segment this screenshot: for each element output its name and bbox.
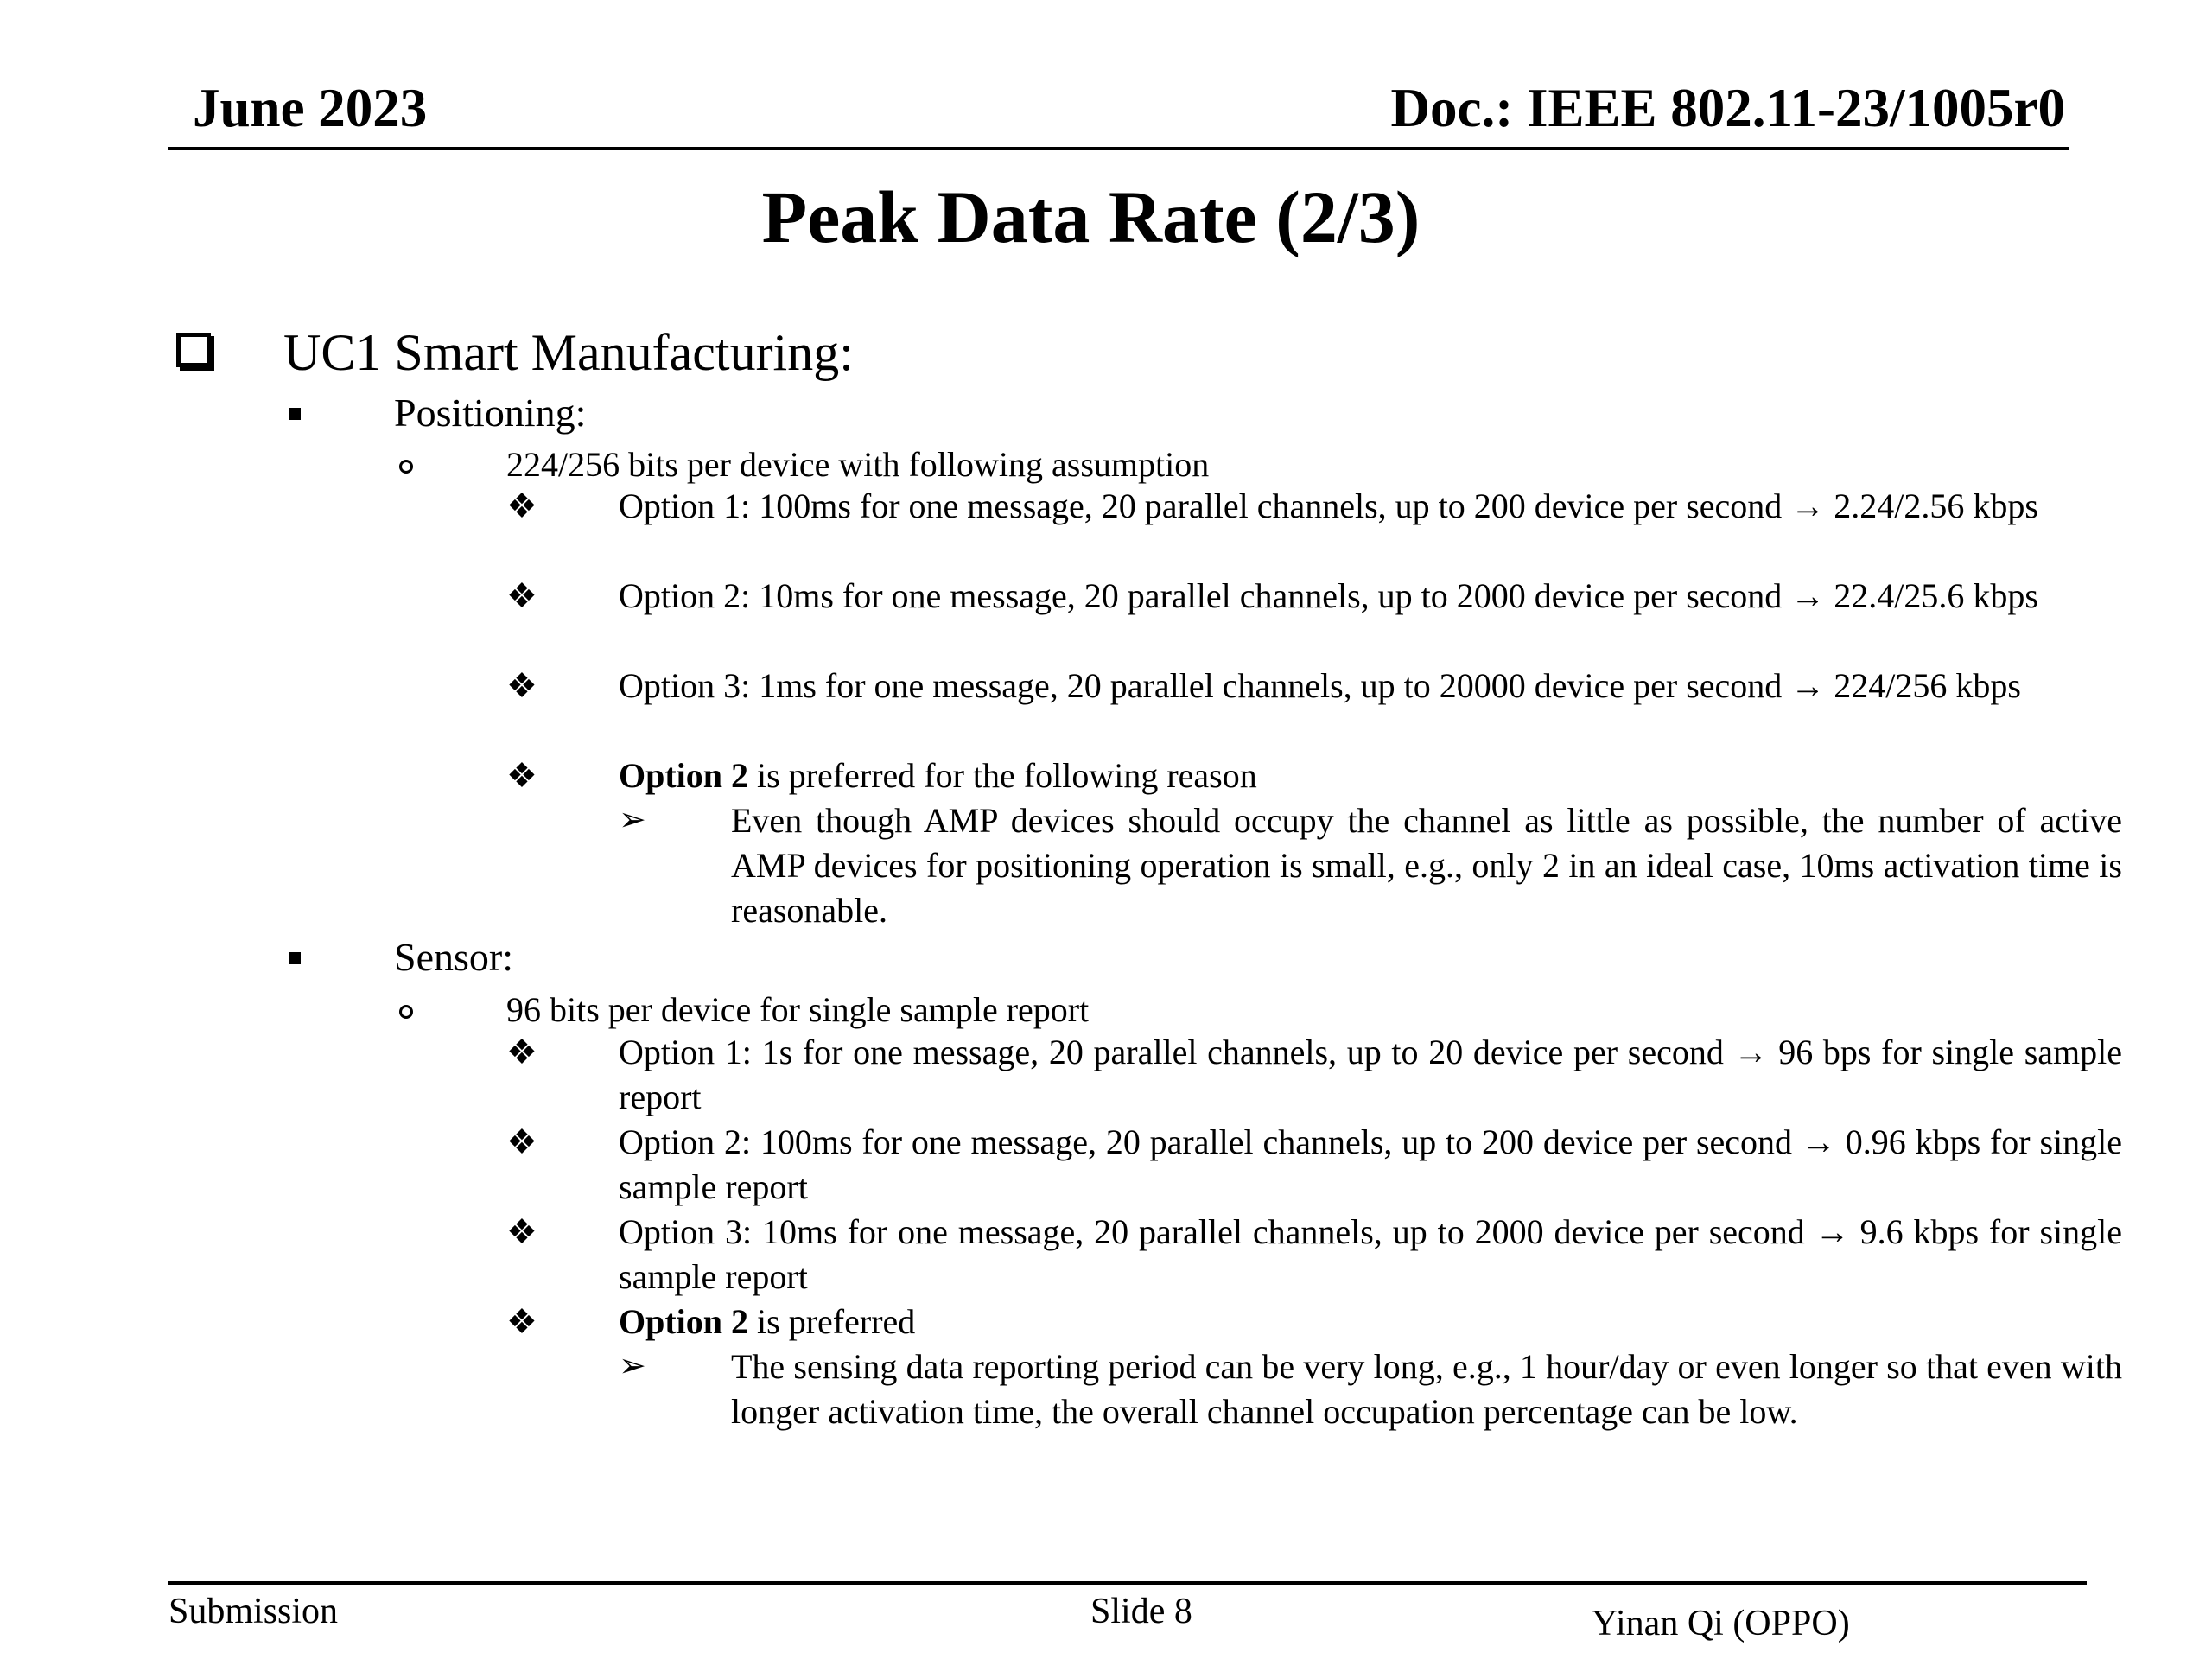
header-divider bbox=[168, 147, 2069, 150]
positioning-intro: 224/256 bits per device with following assumption bbox=[506, 445, 1210, 484]
preference-text: is preferred bbox=[748, 1302, 916, 1341]
diamond-bullet-icon: ❖ bbox=[506, 1212, 537, 1251]
preferred-option: Option 2 bbox=[619, 756, 749, 795]
sensor-intro: 96 bits per device for single sample report bbox=[506, 990, 1090, 1029]
diamond-bullet-icon: ❖ bbox=[506, 576, 537, 615]
diamond-bullet-icon: ❖ bbox=[506, 1122, 537, 1161]
sensor-option-1: Option 1: 1s for one message, 20 parallel channels, up to 20 device per second → 96 bps for single sample report bbox=[619, 1033, 2122, 1116]
footer-author: Yinan Qi (OPPO) bbox=[1592, 1604, 1850, 1643]
circle-bullet-icon bbox=[399, 460, 413, 474]
footer-divider bbox=[168, 1581, 2087, 1585]
footer-slide-number: Slide 8 bbox=[1090, 1592, 1192, 1631]
sensor-preference bbox=[619, 1300, 2122, 1344]
header-doc-id: Doc.: IEEE 802.11-23/1005r0 bbox=[1390, 78, 2065, 138]
section-heading: UC1 Smart Manufacturing: bbox=[283, 324, 854, 381]
diamond-bullet-icon: ❖ bbox=[506, 1302, 537, 1341]
sensor-reason: The sensing data reporting period can be very long, e.g., 1 hour/day or even longer so that even with longer activation time, the overall channel occupation percentage can be low. bbox=[731, 1347, 2122, 1431]
slide-title: Peak Data Rate (2/3) bbox=[761, 175, 1421, 258]
diamond-bullet-icon: ❖ bbox=[506, 756, 537, 795]
sensor-option-2: Option 2: 100ms for one message, 20 parallel channels, up to 200 device per second → 0.96 kbps for single sample report bbox=[619, 1122, 2122, 1206]
positioning-option-2: Option 2: 10ms for one message, 20 parallel channels, up to 2000 device per second → 22.4/25.6 kbps bbox=[619, 576, 2038, 615]
diamond-bullet-icon: ❖ bbox=[506, 1033, 537, 1071]
diamond-bullet-icon: ❖ bbox=[506, 666, 537, 705]
square-bullet-icon bbox=[289, 952, 301, 964]
positioning-preference bbox=[619, 753, 2122, 798]
diamond-bullet-icon: ❖ bbox=[506, 486, 537, 525]
sensor-label: Sensor: bbox=[394, 935, 513, 979]
arrowhead-bullet-icon: ➢ bbox=[619, 802, 646, 838]
positioning-option-3: Option 3: 1ms for one message, 20 parallel channels, up to 20000 device per second → 224/256 kbps bbox=[619, 666, 2021, 705]
positioning-reason: Even though AMP devices should occupy the channel as little as possible, the number of active AMP devices for positioning operation is small, e.g., only 2 in an ideal case, 10ms activation time is reasonable. bbox=[731, 801, 2122, 930]
arrowhead-bullet-icon: ➢ bbox=[619, 1348, 646, 1384]
circle-bullet-icon bbox=[399, 1005, 413, 1019]
preference-text: is preferred for the following reason bbox=[748, 756, 1257, 795]
sensor-option-3: Option 3: 10ms for one message, 20 parallel channels, up to 2000 device per second → 9.6 kbps for single sample report bbox=[619, 1212, 2122, 1296]
checkbox-bullet-icon bbox=[176, 333, 211, 367]
preferred-option: Option 2 bbox=[619, 1302, 749, 1341]
footer-submission: Submission bbox=[168, 1592, 339, 1631]
header-date: June 2023 bbox=[193, 78, 428, 138]
positioning-option-1: Option 1: 100ms for one message, 20 parallel channels, up to 200 device per second → 2.24/2.56 kbps bbox=[619, 486, 2038, 525]
positioning-label: Positioning: bbox=[394, 391, 587, 435]
square-bullet-icon bbox=[289, 408, 301, 420]
